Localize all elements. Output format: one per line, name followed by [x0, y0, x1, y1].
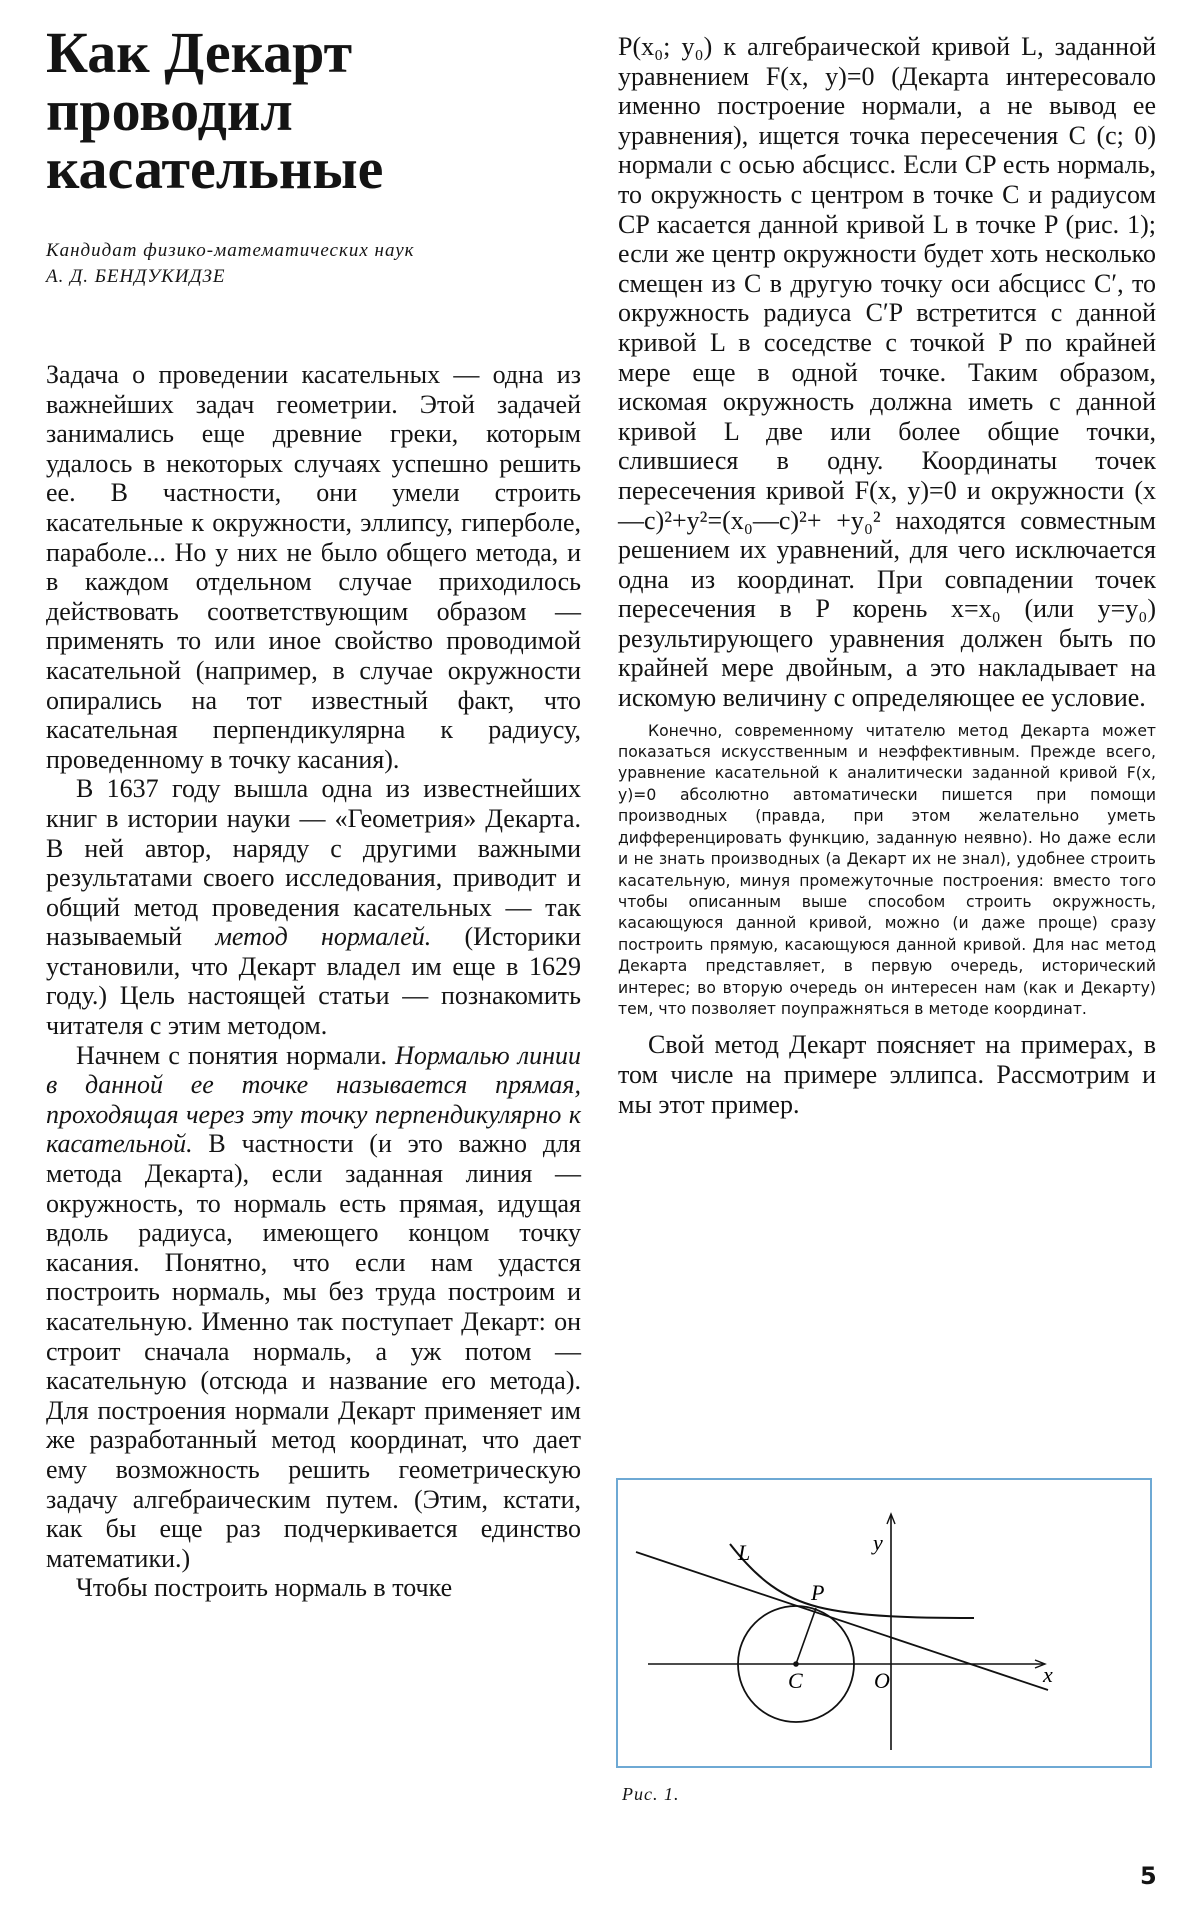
- geometry-text-b: (Историки установили, что Декарт владел им еще в 1629 году.) Цель настоящей статьи — познакомить читателя с этим методом.: [46, 922, 581, 1041]
- normal-line: [796, 1608, 816, 1664]
- label-o: O: [874, 1668, 890, 1693]
- paragraph-method: P(x₀; y₀) к алгебраической кривой L, заданной уравнением F(x, y)=0 (Декарта интересовало именно построение нормали, а не вывод ее уравнения), ищется точка пересечения C (c; 0) нормали с осью абсцисс. Если CP есть нормаль, то окружность с центром в точке C и радиусом CP касается данной кривой L в точке P (рис. 1); если же центр окружности будет хоть несколько смещен из C в другую точку оси абсцисс C′, то окружность радиуса C′P встретится с данной кривой L в соседстве с точкой P по крайней мере еще в одной точке. Таким образом, искомая окружность должна иметь с данной кривой L две или более общие точки, слившиеся в одну. Координаты точек пересечения кривой F(x, y)=0 и окружности (x—c)²+y²=(x₀—c)²+ +y₀² находятся совместным решением их уравнений, для чего исключается одна из координат. При совпадении точек пересечения в P корень x=x₀ (или y=y₀) результирующего уравнения должен быть по крайней мере двойным, а это накладывает на искомую величину c определяющее ее условие.: [618, 32, 1156, 713]
- label-l: L: [738, 1540, 751, 1565]
- byline: [46, 238, 566, 290]
- byline-role: Кандидат физико-математических наук: [46, 240, 415, 261]
- paragraph-normal: [46, 1041, 581, 1574]
- figure-caption: Рис. 1.: [622, 1784, 680, 1804]
- page-number: 5: [1140, 1862, 1157, 1890]
- figure-diagram: [618, 1480, 1154, 1770]
- label-x: x: [1043, 1662, 1053, 1687]
- paragraph-example: Свой метод Декарт поясняет на примерах, в том числе на примере эллипса. Рассмотрим и мы этот пример.: [618, 1030, 1156, 1119]
- paragraph-continue: Чтобы построить нормаль в точке: [76, 1573, 453, 1603]
- normal-definition: Нормалью линии в данной ее точке называется прямая, проходящая через эту точку перпендикулярно к касательной.: [46, 1040, 582, 1159]
- left-column: [46, 360, 581, 1603]
- figure-1: [616, 1478, 1152, 1768]
- article-title: Как Декарт проводил касательные: [46, 20, 384, 201]
- right-column: [618, 32, 1156, 1119]
- note-small-print: Конечно, современному читателю метод Декарта может показаться искусственным и неэффективным. Прежде всего, уравнение касательной к аналитически заданной кривой F(x, y)=0 абсолютно автоматически пишется при помощи производных (правда, при этом желательно уметь дифференцировать функцию, заданную неявно). Но даже если и не знать производных (а Декарт их не знал), удобнее строить касательную, минуя промежуточные построения: вместо того чтобы описанным выше способом строить окружность, касающуюся данной кривой, можно (и даже проще) сразу построить прямую, касающуюся данной кривой. Для нас метод Декарта представляет, в первую очередь, исторический интерес; во вторую очередь он интересен нам (как и Декарту) тем, что позволяет поупражняться в методе координат.: [618, 721, 1156, 1018]
- paragraph-intro: Задача о проведении касательных — одна из важнейших задач геометрии. Этой задачей занимались еще древние греки, которым удалось в некоторых случаях успешно решить ее. В частности, они умели строить касательные к окружности, эллипсу, гиперболе, параболе... Но у них не было общего метода, и в каждом отдельном случае приходилось действовать соответствующим образом — применять то или иное свойство проводимой касательной (например, в случае окружности опирались на тот известный факт, что касательная перпендикулярна к радиусу, проведенному в точку касания).: [46, 360, 581, 774]
- label-y: y: [873, 1530, 883, 1555]
- method-term: метод нормалей.: [215, 922, 432, 952]
- normal-text-a: Начнем с понятия нормали.: [76, 1040, 396, 1070]
- label-p: P: [811, 1580, 825, 1605]
- paragraph-geometry: [46, 774, 581, 1040]
- tangent-line: [636, 1552, 1048, 1690]
- point-c-dot: [793, 1661, 799, 1667]
- curve-l: [730, 1544, 974, 1618]
- normal-text-b: В частности (и это важно для метода Декарта), если заданная линия — окружность, то нормаль есть прямая, идущая вдоль радиуса, имеющего концом точку касания. Понятно, что если нам удастся построить нормаль, мы без труда построим и касательную. Именно так поступает Декарт: он строит сначала нормаль, а уж потом — касательную (отсюда и название его метода). Для построения нормали Декарт применяет им же разработанный метод координат, что дает ему возможность решить геометрическую задачу алгебраическим путем. (Этим, кстати, как бы еще раз подчеркивается единство математики.): [46, 1129, 581, 1573]
- geometry-text-a: В 1637 году вышла одна из известнейших книг в истории науки — «Геометрия» Декарта. В ней автор, наряду с другими важными результатами своего исследования, приводит и общий метод проведения касательных — так называемый: [46, 774, 581, 952]
- label-c: C: [788, 1668, 803, 1693]
- byline-author: А. Д. БЕНДУКИДЗЕ: [46, 266, 226, 287]
